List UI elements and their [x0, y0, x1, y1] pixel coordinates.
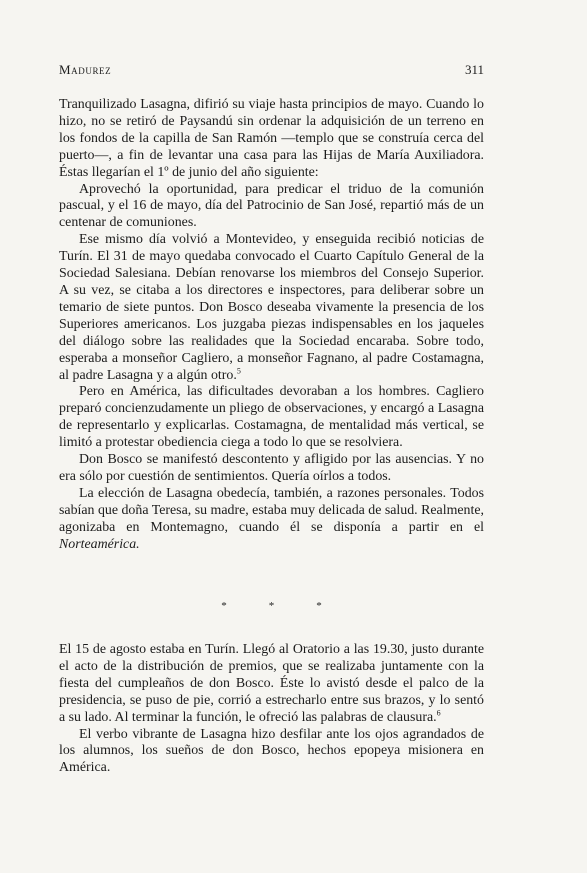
running-title: Madurez — [59, 62, 112, 77]
footnote-ref: 6 — [436, 708, 441, 717]
paragraph — [59, 384, 484, 452]
paragraph — [59, 97, 484, 182]
paragraph-text: La elección de Lasagna obedecía, también, a razones personales. Todos sabían que doña Teresa, su madre, estaba muy delicada de salud. Realmente, agonizaba en Montemagno, cuando él se disponía a partir en el — [59, 485, 484, 535]
paragraph-text: Aprovechó la oportunidad, para predicar el triduo de la comunión pascual, y el 16 de mayo, día del Patrocinio de San José, repartió más de un centenar de comuniones. — [59, 181, 484, 231]
paragraph — [59, 642, 484, 727]
paragraph — [59, 727, 484, 778]
paragraph-text: Ese mismo día volvió a Montevideo, y enseguida recibió noticias de Turín. El 31 de mayo quedaba convocado el Cuarto Capítulo General de la Sociedad Salesiana. Debían renovarse los miembros del Consejo Superior. A su vez, se citaba a los directores e inspectores, para deliberar sobre un temario de siete puntos. Don Bosco deseaba vivamente la presencia de los Superiores americanos. Los juzgaba piezas indispensables en los jaqueles del diálogo sobre las realidades que la Sociedad encaraba. Sobre todo, esperaba a monseñor Cagliero, a monseñor Fagnano, al padre Costamagna, al padre Lasagna y a algún otro. — [59, 232, 484, 383]
paragraph — [59, 182, 484, 233]
paragraph-text: Pero en América, las dificultades devoraban a los hombres. Cagliero preparó concienzudamente un pliego de observaciones, y encargó a Lasagna de representarlo y explicarlas. Costamagna, de mentalidad más vertical, se limitó a protestar obediencia ciega a todo lo que se resolviera. — [59, 384, 484, 451]
separator-asterisk: * — [268, 600, 275, 612]
paragraph — [59, 486, 484, 554]
paragraph-text: El 15 de agosto estaba en Turín. Llegó al Oratorio a las 19.30, justo durante el acto de la distribución de premios, que se realizaba juntamente con la fiesta del cumpleaños de don Bosco. Éste lo avistó desde el palco de la presidencia, se puso de pie, corrió a estrecharlo entre sus brazos, y lo sentó a su lado. Al terminar la función, le ofreció las palabras de clausura. — [59, 642, 484, 725]
footnote-ref: 5 — [236, 365, 241, 375]
main-text — [59, 97, 484, 553]
second-section-text — [59, 642, 484, 777]
separator-asterisk: * — [316, 600, 322, 612]
paragraph-text: Don Bosco se manifestó descontento y afligido por las ausencias. Y no era sólo por cuestión de sentimientos. Quería oírlos a todos. — [59, 452, 484, 484]
paragraph-text: El verbo vibrante de Lasagna hizo desfilar ante los ojos agrandados de los alumnos, los sueños de don Bosco, hechos epopeya misionera en América. — [59, 726, 484, 776]
italic-title: Norteamérica. — [59, 536, 140, 552]
section-separator — [59, 600, 484, 612]
paragraph — [59, 452, 484, 486]
paragraph-text: Tranquilizado Lasagna, difirió su viaje hasta principios de mayo. Cuando lo hizo, no se retiró de Paysandú sin ordenar la adquisición de un terreno en los fondos de la capilla de San Ramón —templo que se construía cerca del puerto—, a fin de levantar una casa para las Hijas de María Auxiliadora. Éstas llegarían el 1º de junio del año siguiente: — [59, 97, 484, 180]
separator-asterisk: * — [221, 600, 227, 612]
paragraph — [59, 232, 484, 384]
page-number: 311 — [464, 62, 484, 77]
page-header — [59, 62, 484, 78]
